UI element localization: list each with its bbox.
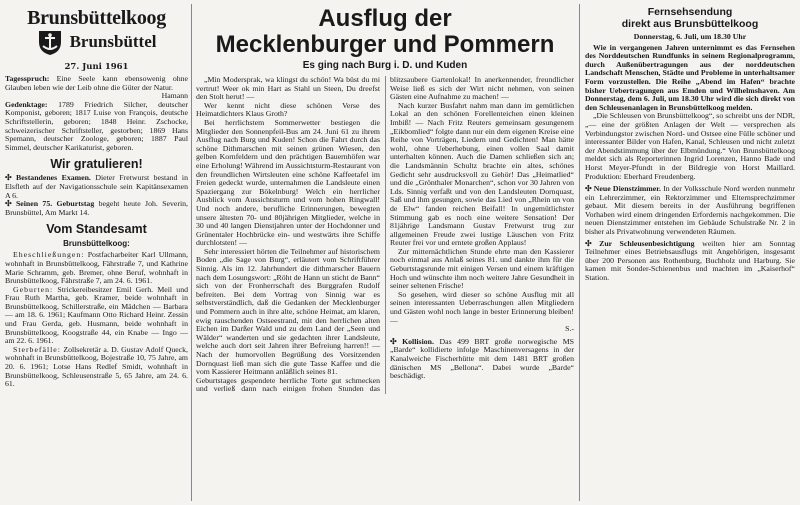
article-paragraph: Geburtstages gespendete herrliche Torte gut schmecken und verließ dann nach einigen frohen Stunden das blitzsaubere Gartenlokal! In anerkennender, freundlicher Weise ließ es sich der Wirt nicht nehmen, von seinen Gästen eine Aufnahme zu machen! —	[196, 75, 574, 394]
headline-line-2: Mecklenburger und Pommern	[215, 31, 555, 58]
article-paragraph: Nach kurzer Busfahrt nahm man dann im gemütlichen Lokal an den schönen Forellenteichen einen kleinen Imbiß! — Nach Fritz Reuters gemeinsam gesungenem „Eikbomlied“ folgte dann nur ein dem eigenen Kreise eine Reihe von Vorträgen, Liedern und Gedichten! Man hätte wohl, ohne Ueberhebung, einen vollen Saal damit unterhalten können. Auch die Damen schließen sich an; die Landsmännin Schultz brachte ein altes, schönes Gedicht sehr ausdrucksvoll zu Gehör! Das „Heimatlied“ und die „Grönthaler Monarchen“, schon vor 30 Jahren von Lds. Sinnig verfaßt und von den Landsleuten Dornquast, Saß und ihm gesungen, sowie das Lied von „Rhein un von de Elw“ fanden reichen Beifall! In ungemütlichster Stimmung gab es noch eine weitere Sensation! Der 81jährige Landsmann Gustav Fretwurst trug zur allgemeinen Freude zwei lustige Läuschen von Fritz Reuter frei vor und erntete großen Applaus!	[390, 100, 574, 248]
article-paragraph: Wer kennt nicht diese schönen Verse des Heimatdichters Klaus Groth?	[196, 100, 380, 119]
article-paragraph: Zur mitternächtlichen Stunde ehrte man den Kassierer noch einmal aus Anlaß seines 81. und dankte ihm für die Geburtstagsrunde mit einigen Versen und einem kräftigen Hoch und wünschte ihm noch weitere Jahre Gesundheit in seiner seltenen Frische!	[390, 246, 574, 291]
standesamt-subheading: Brunsbüttelkoog:	[63, 239, 130, 249]
eheschliessungen	[5, 251, 188, 285]
masthead	[5, 8, 188, 56]
sterbe-label: Sterbefälle:	[13, 344, 61, 354]
town-crest-icon	[36, 28, 64, 56]
schleusen-label: Zur Schleusenbesichtigung	[599, 238, 695, 248]
gedenktage-text: 1789 Friedrich Silcher, deutscher Komponist, geboren; 1817 Luise von François, deutsche Schriftstellerin, geboren; 1848 Heinr. Zschocke, schweizerischer Schriftsteller, gestorben; 1869 Hans Spemann, deutscher Zoologe, geboren; 1887 Paul Simmel, deutscher Karikaturist, geboren.	[5, 99, 188, 152]
column-rule	[191, 4, 192, 501]
dienstzimmer-label: Neue Dienstzimmer.	[593, 184, 661, 194]
sterbefaelle	[5, 346, 188, 389]
examen-label: Bestandenes Examen.	[16, 173, 91, 183]
tv-intro: Wie in vergangenen Jahren unternimmt es das Fernsehen des Norddeutschen Rundfunks in seinem Regionalprogramm, durch Außenübertragungen aus der norddeutschen Landschaft Menschen, Städte und Probleme in unterhaltsamer Form vorzustellen. Die Reihe „Abend im Hafen“ brachte bisher Uebertragungen aus Emden und Wilhelmshaven. Am Donnerstag, dem 6. Juli, um 18.30 Uhr wird die sich direkt von den Schleusenanlagen in Brunsbüttelkoog melden.	[585, 42, 795, 112]
kollision-item: ✣ Kollision. Das 499 BRT große norwegische MS „Barde“ kollidierte infolge Maschinenversagens in der Kanalweiche Fischerhütte mit dem 1481 BRT großen dänischen MS „Bellona“. Dabei wurde „Barde“ beschädigt.	[390, 336, 574, 381]
geburtstag-text: begeht heute Joh. Severin, Brunsbüttel, Am Markt 14.	[5, 199, 188, 217]
schleusen-item: ✣ Zur Schleusenbesichtigung weilten hier am Sonntag Teilnehmer eines Betriebsausflugs mit Angehörigen, insgesamt über 200 Personen aus Rothenburg, Buchholz und Harburg. Sie kamen mit Sonder-Schienenbus und machten im „Kaiserhof“ Station.	[585, 238, 795, 283]
dienstzimmer-item: ✣ Neue Dienstzimmer. In der Volksschule Nord werden nunmehr ein Lehrerzimmer, ein Rektorzimmer und Elternsprechzimmer gebaut. Mit diesem bereits in der Ausführung begriffenen Vorhaben wird einem dringenden Erfordernis nachgekommen. Die neuen Dienstzimmer entstehen im Gebäude Schulstraße Nr. 2 in bisher als Privatwohnung verwendeten Räumen.	[585, 184, 795, 237]
gedenktage	[5, 101, 188, 153]
masthead-title: Brunsbüttelkoog	[27, 7, 166, 29]
masthead-subtitle: Brunsbüttel	[69, 32, 157, 51]
tagesspruch-author: Hamann	[161, 91, 188, 101]
tv-headline-line-2: direkt aus Brunsbüttelkoog	[621, 18, 759, 30]
gratulieren-heading: Wir gratulieren!	[50, 157, 143, 172]
tagesspruch-label: Tagesspruch:	[5, 74, 50, 83]
article-dek: Es ging nach Burg i. D. und Kuden	[302, 60, 468, 71]
article-paragraph: „Min Modersprak, wa klingst du schön! Wa büst du mi vertrut! Weer ok min Hart as Stahl un Steen, Du dreefst den Stolt herut! —	[196, 75, 380, 102]
column-rule	[579, 4, 580, 501]
ehe-text: Postfacharbeiter Karl Ullmann, wohnhaft in Brunsbüttelkoog, Fährstraße 7, und Kathrine Marie Schramm, geb. Bremer, ohne Beruf, wohnhaft in Brunsbüttelkoog, Fährstraße 7, am 24. 6. 1961.	[5, 250, 188, 286]
tv-dateline: Donnerstag, 6. Juli, um 18.30 Uhr	[633, 32, 747, 41]
issue-date: 27. Juni 1961	[64, 62, 129, 72]
article-headline	[196, 6, 574, 58]
geburten-label: Geburten:	[13, 284, 54, 294]
kollision-label: Kollision.	[402, 336, 434, 346]
main-article-column	[196, 4, 574, 503]
article-body	[196, 76, 574, 394]
geburtstag-label: Seinen 75. Geburtstag	[15, 199, 95, 209]
geburten-text: Strickereibesitzer Emil Gerh. Meil und Frau Ruth Martha, geb. Kramer, beide wohnhaft in Brunsbüttelkoog, Schillerstraße, ein Mädchen — Barbara — am 18. 6. 1961; Kaufmann Otto Richard Heinr. Zessin und Frau Gerda, geb. Husmann, beide wohnhaft in Brunsbüttelkoog, Koogstraße 44, ein Knabe — Ingo — am 22. 6. 1961.	[5, 284, 188, 346]
article-paragraph: So gesehen, wird dieser so schöne Ausflug mit all seinen interessanten Ueberraschungen allen Mitgliedern und Gästen wohl noch lange in bester Erinnerung bleiben! —	[390, 289, 574, 325]
geburten	[5, 286, 188, 346]
ehe-label: Eheschließungen:	[13, 250, 85, 260]
tv-news-column	[585, 4, 795, 503]
gedenktage-label: Gedenktage:	[5, 99, 48, 109]
dienstzimmer-text: In der Volksschule Nord werden nunmehr ein Lehrerzimmer, ein Rektorzimmer und Elternsprechzimmer gebaut. Mit diesem bereits in der Ausführung begriffenen Vorhaben wird einem dringenden Erfordernis nachgekommen. Die neuen Dienstzimmer entstehen im Gebäude Schulstraße Nr. 2 in bisher als Privatwohnung verwendeten Räumen.	[585, 184, 795, 237]
sterbe-text: Zollsekretär a. D. Gustav Adolf Queck, wohnhaft in Brunsbüttelkoog, Bojestraße 10, 75 Jahre, am 20. 6. 1961; Lotse Hans Redlef Smidt, wohnhaft in Brunsbüttelkoog, Schleusenstraße 5, 65 Jahre, am 24. 6. 61.	[5, 344, 188, 389]
tv-paragraph: „Die Schleusen von Brunsbüttelkoog“, so schreibt uns der NDR, „— eine der größten Anlagen der Welt — versprechen als Verbindungstor zwischen Nord- und Ostsee eine Fülle schöner und interessanter Bilder von Hafen, Kanal, Schleusen und nicht zuletzt der Abendstimmung über der Elbmündung.“ Von Brunsbüttelkoog meldet sich als Reporterinnen Ingrid Lorenzen, Hanno Bade und Horst Meyer-Pfundt in der Bildregie von Horst Maillard. Produktion: Eberhard Freudenberg.	[585, 111, 795, 181]
examen-item: ✣ Bestandenes Examen. Dieter Fretwurst bestand in Elsfleth auf der Navigationsschule sein Kapitänsexamen A 6.	[5, 173, 188, 200]
examen-text: Dieter Fretwurst bestand in Elsfleth auf der Navigationsschule sein Kapitänsexamen A 6.	[5, 173, 188, 200]
article-paragraph: Sehr interessiert hörten die Teilnehmer auf historischem Boden „die Sage von Burg“, erläutert vom Schriftführer Sinnig. Als im 12. Jahrhundert die dithmarscher Bauern nach dem Losungswort: „Röht de Hann un sticht de Bann“ sich von der Fronherrschaft des Burggrafen Rudolf befreiten. Bei dem Vortrag von Sinnig war es selbstverständlich, daß die Gedanken der Mecklenburger und Pommern auch in ihre alte, schöne Heimat, am klaren, ewig rauschenden Ostseestrand, mit den herrlichen alten Eichen im Darßer Wald und zu dem Land der „Seen und Wälder“ wanderten und sie gedachten ihrer Landsleute, welche auch dort seit Jahren ihrer Befreiung harren!! — Nach der humorvollen Begrüßung des Vorsitzenden Dornquast ließ man sich die gute Tasse Kaffee und die vom Kassierer Heitmann anläßlich seines 81.	[196, 246, 380, 377]
article-paragraph: Bei herrlichstem Sommerwetter bestiegen die Mitglieder den Sonnenpfeil-Bus am 24. Juni 61 zu ihrem Ausflug nach Burg und Kuden! Schon die Fahrt durch das schöne Dithmarschen mit seinen grünen Wiesen, den gelben Kornfeldern und den prächtigen Bauernhöfen war eine Erholung! Während im Aussichtsturm-Restaurant von den freundlichen Wirtsleuten eine schöne Kaffeetafel im Freien gedeckt wurde, unternahmen die Landsleute einen Spaziergang zur Bökelnburg! Welch ein herrlicher Ausblick vom Aussichtsturm und vom hohen Ringwall! Und noch andere, berufliche Erinnerungen, bewegten unsere ältesten 70- und 80jährigen Mitglieder, welche in 30 und 40 langen Dienstjahren unter der Hochdonner und Grünentaler Hochbrücke ein- und westwärts ihre Schiffe durchlotsten! —	[196, 117, 380, 248]
geburtstag-item: ✣ Seinen 75. Geburtstag begeht heute Joh. Severin, Brunsbüttel, Am Markt 14.	[5, 199, 188, 217]
tagesspruch-text: Eine Seele kann ebensowenig ohne Glauben leben wie der Leib ohne die Güter der Natur.	[5, 74, 188, 92]
headline-line-1: Ausflug der	[318, 5, 452, 32]
article-signature: S.-	[565, 324, 574, 334]
schleusen-text: weilten hier am Sonntag Teilnehmer eines Betriebsausflugs mit Angehörigen, insgesamt über 200 Personen aus Rothenburg, Buchholz und Harburg. Sie kamen mit Sonder-Schienenbus und machten im „Kaiserhof“ Station.	[585, 238, 795, 283]
local-news-column	[5, 4, 188, 503]
standesamt-heading: Vom Standesamt	[46, 222, 147, 237]
tagesspruch	[5, 75, 188, 92]
kollision-text: Das 499 BRT große norwegische MS „Barde“ kollidierte infolge Maschinenversagens in der Kanalweiche Fischerhütte mit dem 1481 BRT großen dänischen MS „Bellona“. Dabei wurde „Barde“ beschädigt.	[390, 336, 574, 381]
tv-headline-line-1: Fernsehsendung	[647, 6, 733, 18]
tv-headline	[585, 6, 795, 30]
